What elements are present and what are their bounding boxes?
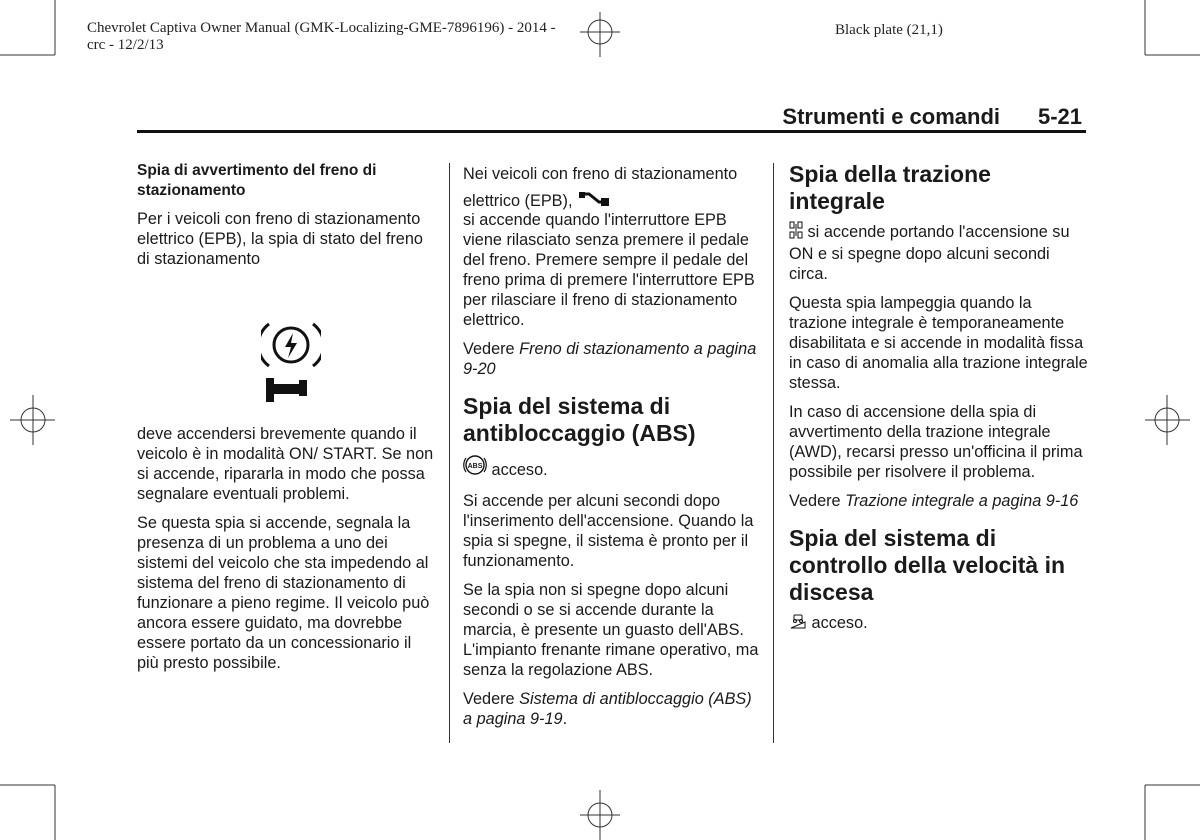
subheading-epb-warning: Spia di avvertimento del freno di stazionamento — [137, 162, 377, 199]
paragraph: Se questa spia si accende, segnala la presenza di un problema a uno dei sistemi del veicolo che sta impedendo al sistema del freno di stazionamento di funzionare a pieno regime. Il veicolo può ancora essere guidato, ma dovrebbe essere portato da un concessionario il più presto possibile. — [137, 514, 430, 672]
epb-warning-icon — [137, 278, 437, 424]
awd-icon — [789, 221, 803, 244]
paragraph: Si accende per alcuni secondi dopo l'inserimento dell'accensione. Quando la spia si spegne, il sistema è pronto per il funzionamento. — [463, 492, 754, 570]
plate-info — [87, 20, 627, 54]
column-divider — [449, 163, 450, 743]
cross-reference — [463, 339, 761, 379]
paragraph: si accende quando l'interruttore EPB viene rilasciato senza premere il pedale del freno. Premere sempre il pedale del freno prima di premere l'interruttore EPB per rilasciare il freno di stazionamento elettrico. — [463, 211, 755, 329]
see-label: Vedere — [789, 492, 841, 510]
acceso-text: acceso. — [491, 461, 548, 479]
paragraph: deve accendersi brevemente quando il veicolo è in modalità ON/ START. Se non si accende, ripararla in modo che possa segnalare eventuali problemi. — [137, 425, 434, 503]
paragraph: In caso di accensione della spia di avvertimento della trazione integrale (AWD), recarsi presso un'officina il prima possibile per risolvere il problema. — [789, 403, 1083, 481]
heading-abs: Spia del sistema di antibloccaggio (ABS) — [463, 393, 696, 446]
abs-icon-text: ABS — [467, 463, 483, 470]
plate-line-2: crc - 12/2/13 — [87, 37, 164, 53]
plate-line-1: Chevrolet Captiva Owner Manual (GMK-Localizing-GME-7896196) - 2014 - — [87, 20, 556, 36]
hill-descent-line — [789, 612, 1089, 635]
cross-reference — [463, 689, 761, 729]
column-2 — [463, 161, 761, 738]
heading-hill-descent: Spia del sistema di controllo della velocità in discesa — [789, 525, 1066, 605]
acceso-text: acceso. — [811, 614, 868, 632]
hill-descent-icon — [789, 612, 807, 635]
reference-link: Freno di stazionamento a pagina 9-20 — [463, 340, 757, 378]
abs-line — [463, 453, 761, 482]
paragraph-text: Nei veicoli con freno di stazionamento elettrico (EPB), — [463, 165, 738, 210]
reference-link: Trazione integrale a pagina 9-16 — [845, 492, 1079, 510]
paragraph: Per i veicoli con freno di stazionamento elettrico (EPB), la spia di stato del freno di stazionamento — [137, 210, 423, 268]
section-title: Strumenti e comandi — [782, 104, 1000, 129]
see-label: Vedere — [463, 340, 515, 358]
paragraph: Se la spia non si spegne dopo alcuni secondi o se si accende durante la marcia, è presente un guasto dell'ABS. L'impianto frenante rimane operativo, ma senza la regolazione ABS. — [463, 581, 759, 679]
column-divider — [773, 163, 774, 743]
see-label: Vedere — [463, 690, 515, 708]
reference-link: Sistema di antibloccaggio (ABS) a pagina 9-19 — [463, 690, 752, 728]
page-number: 5-21 — [1038, 104, 1083, 129]
abs-icon — [463, 453, 487, 482]
column-1 — [137, 161, 437, 682]
column-3 — [789, 161, 1089, 644]
paragraph-text: si accende portando l'accensione su ON e si spegne dopo alcuni secondi circa. — [789, 223, 1070, 283]
registration-mark-icon — [575, 790, 625, 840]
paragraph — [463, 161, 761, 217]
heading-awd: Spia della trazione integrale — [789, 161, 991, 214]
paragraph: Questa spia lampeggia quando la trazione integrale è temporaneamente disabilitata e si accende in modalità fissa in caso di anomalia alla trazione integrale stessa. — [789, 294, 1088, 392]
header-rule — [137, 130, 1086, 133]
reference-suffix: . — [562, 710, 568, 728]
registration-mark-icon — [5, 395, 55, 445]
paragraph — [789, 221, 1089, 284]
registration-mark-icon — [1145, 395, 1195, 445]
plate-number: Black plate (21,1) — [835, 22, 943, 38]
cross-reference — [789, 491, 1089, 511]
